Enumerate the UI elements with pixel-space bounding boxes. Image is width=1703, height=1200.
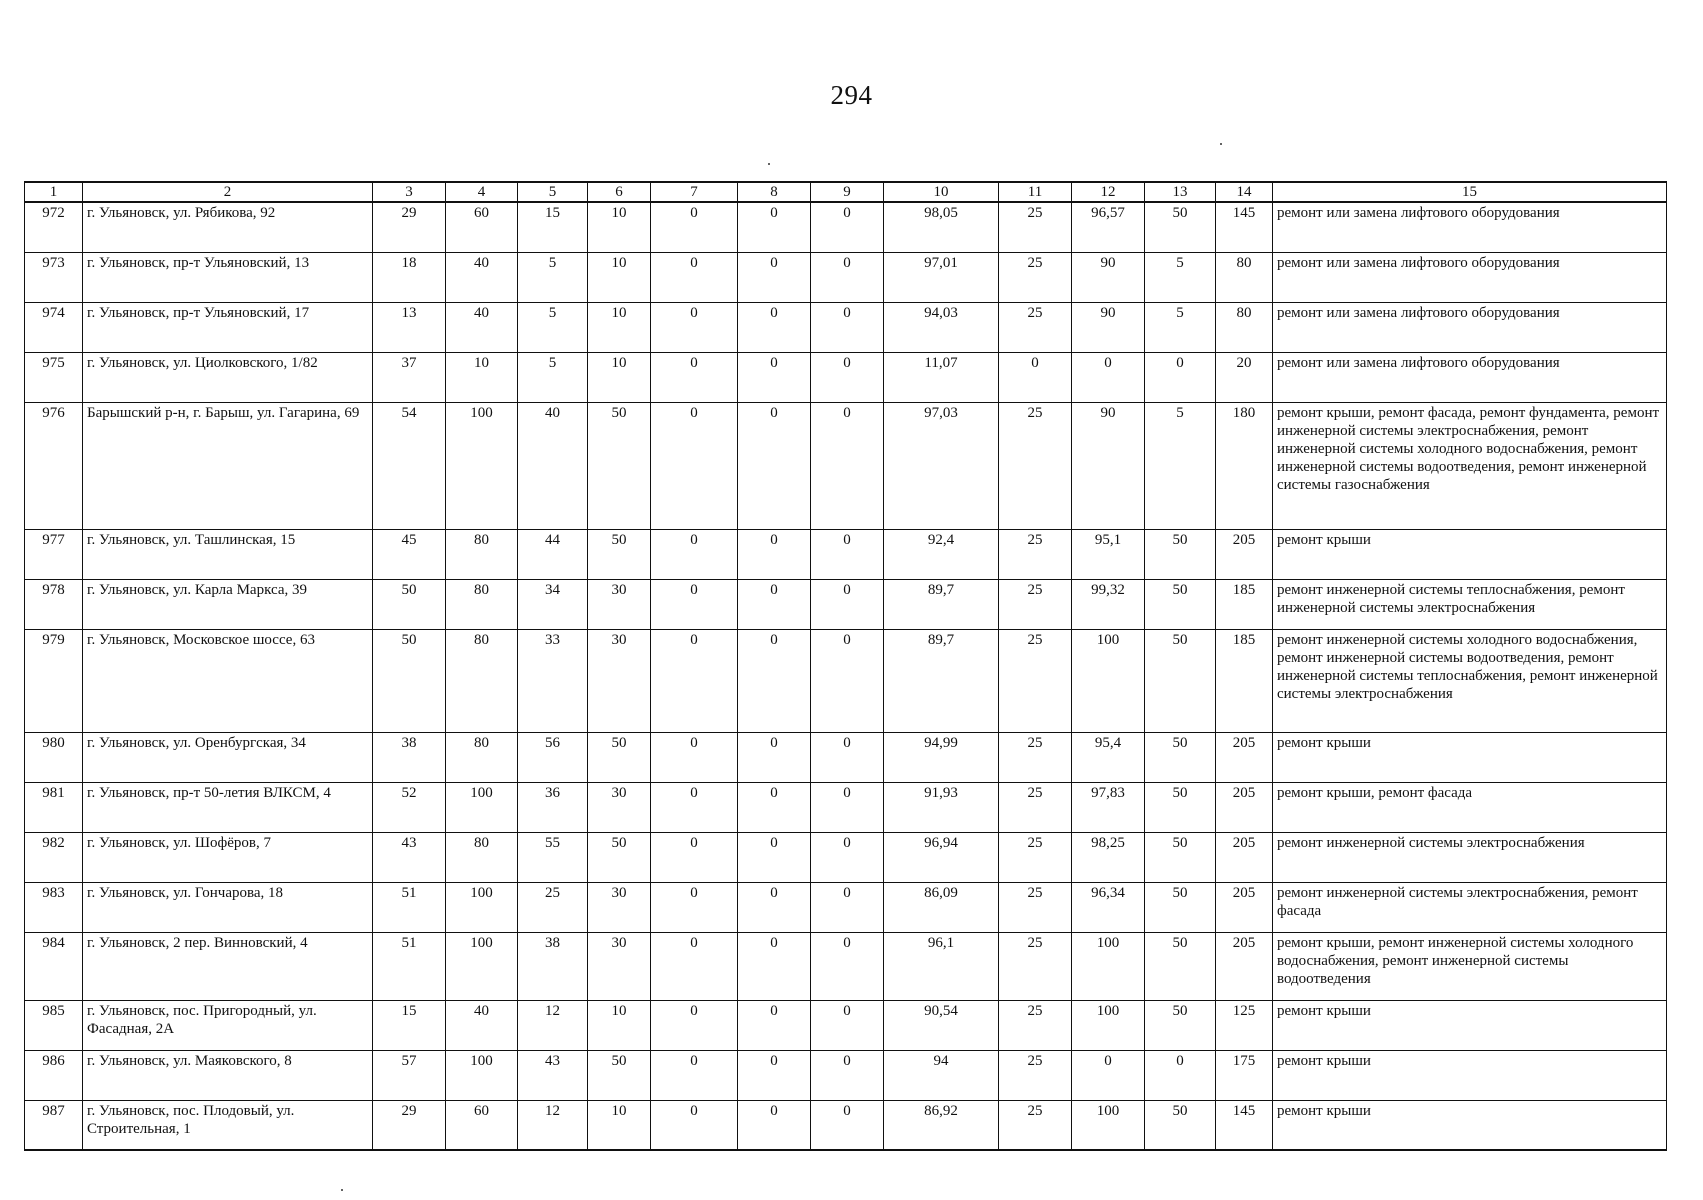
col6-cell: 50 xyxy=(588,1050,651,1100)
works-cell: ремонт инженерной системы теплоснабжения, ремонт инженерной системы электроснабжения xyxy=(1273,579,1667,629)
col6-cell: 30 xyxy=(588,882,651,932)
table-row xyxy=(25,352,1667,402)
col14-cell: 145 xyxy=(1216,1100,1273,1150)
col10-cell: 98,05 xyxy=(884,202,999,252)
works-cell: ремонт или замена лифтового оборудования xyxy=(1273,302,1667,352)
col9-cell: 0 xyxy=(811,1100,884,1150)
col10-cell: 94 xyxy=(884,1050,999,1100)
works-cell: ремонт крыши, ремонт фасада xyxy=(1273,782,1667,832)
col12-cell: 100 xyxy=(1072,1000,1145,1050)
col13-cell: 50 xyxy=(1145,1100,1216,1150)
table-row xyxy=(25,932,1667,1000)
address-cell: г. Ульяновск, ул. Циолковского, 1/82 xyxy=(83,352,373,402)
address-cell: г. Ульяновск, пр-т 50-летия ВЛКСМ, 4 xyxy=(83,782,373,832)
table-row xyxy=(25,1050,1667,1100)
col14-cell: 175 xyxy=(1216,1050,1273,1100)
col12-cell: 98,25 xyxy=(1072,832,1145,882)
column-header-6: 6 xyxy=(588,182,651,202)
col3-cell: 51 xyxy=(373,932,446,1000)
works-cell: ремонт или замена лифтового оборудования xyxy=(1273,202,1667,252)
address-cell: г. Ульяновск, Московское шоссе, 63 xyxy=(83,629,373,732)
col4-cell: 40 xyxy=(446,252,518,302)
col7-cell: 0 xyxy=(651,402,738,529)
col6-cell: 50 xyxy=(588,402,651,529)
table-row xyxy=(25,882,1667,932)
col4-cell: 100 xyxy=(446,1050,518,1100)
col9-cell: 0 xyxy=(811,252,884,302)
col3-cell: 43 xyxy=(373,832,446,882)
col7-cell: 0 xyxy=(651,529,738,579)
col3-cell: 29 xyxy=(373,202,446,252)
repair-program-table xyxy=(24,181,1667,1151)
col12-cell: 0 xyxy=(1072,352,1145,402)
col11-cell: 25 xyxy=(999,529,1072,579)
col7-cell: 0 xyxy=(651,782,738,832)
works-cell: ремонт крыши, ремонт инженерной системы холодного водоснабжения, ремонт инженерной системы водоотведения xyxy=(1273,932,1667,1000)
table-body xyxy=(25,202,1667,1150)
col14-cell: 80 xyxy=(1216,252,1273,302)
col3-cell: 37 xyxy=(373,352,446,402)
col3-cell: 57 xyxy=(373,1050,446,1100)
col14-cell: 125 xyxy=(1216,1000,1273,1050)
col13-cell: 50 xyxy=(1145,832,1216,882)
col9-cell: 0 xyxy=(811,529,884,579)
col9-cell: 0 xyxy=(811,402,884,529)
col14-cell: 205 xyxy=(1216,832,1273,882)
col8-cell: 0 xyxy=(738,832,811,882)
col10-cell: 91,93 xyxy=(884,782,999,832)
address-cell: г. Ульяновск, ул. Ташлинская, 15 xyxy=(83,529,373,579)
col6-cell: 10 xyxy=(588,1100,651,1150)
col12-cell: 90 xyxy=(1072,302,1145,352)
col8-cell: 0 xyxy=(738,529,811,579)
col3-cell: 38 xyxy=(373,732,446,782)
address-cell: г. Ульяновск, пр-т Ульяновский, 17 xyxy=(83,302,373,352)
col14-cell: 205 xyxy=(1216,932,1273,1000)
col6-cell: 30 xyxy=(588,932,651,1000)
scan-speck xyxy=(1220,143,1222,145)
col8-cell: 0 xyxy=(738,402,811,529)
col8-cell: 0 xyxy=(738,882,811,932)
col9-cell: 0 xyxy=(811,352,884,402)
col14-cell: 80 xyxy=(1216,302,1273,352)
column-header-2: 2 xyxy=(83,182,373,202)
col6-cell: 50 xyxy=(588,832,651,882)
table-row xyxy=(25,579,1667,629)
col4-cell: 100 xyxy=(446,782,518,832)
row-number: 981 xyxy=(25,782,83,832)
col3-cell: 50 xyxy=(373,629,446,732)
works-cell: ремонт крыши xyxy=(1273,1050,1667,1100)
col12-cell: 95,1 xyxy=(1072,529,1145,579)
col12-cell: 90 xyxy=(1072,252,1145,302)
col6-cell: 30 xyxy=(588,629,651,732)
col14-cell: 145 xyxy=(1216,202,1273,252)
col4-cell: 80 xyxy=(446,579,518,629)
col12-cell: 90 xyxy=(1072,402,1145,529)
col5-cell: 38 xyxy=(518,932,588,1000)
col7-cell: 0 xyxy=(651,1050,738,1100)
col11-cell: 25 xyxy=(999,1000,1072,1050)
col11-cell: 25 xyxy=(999,832,1072,882)
table-row xyxy=(25,252,1667,302)
col11-cell: 25 xyxy=(999,202,1072,252)
col13-cell: 50 xyxy=(1145,882,1216,932)
col14-cell: 185 xyxy=(1216,629,1273,732)
table-row xyxy=(25,1000,1667,1050)
address-cell: г. Ульяновск, ул. Оренбургская, 34 xyxy=(83,732,373,782)
table-row xyxy=(25,402,1667,529)
col5-cell: 34 xyxy=(518,579,588,629)
col3-cell: 50 xyxy=(373,579,446,629)
col11-cell: 25 xyxy=(999,402,1072,529)
col12-cell: 100 xyxy=(1072,629,1145,732)
row-number: 986 xyxy=(25,1050,83,1100)
col11-cell: 25 xyxy=(999,629,1072,732)
col10-cell: 86,92 xyxy=(884,1100,999,1150)
col12-cell: 0 xyxy=(1072,1050,1145,1100)
col6-cell: 10 xyxy=(588,1000,651,1050)
col14-cell: 205 xyxy=(1216,529,1273,579)
column-header-5: 5 xyxy=(518,182,588,202)
col10-cell: 97,03 xyxy=(884,402,999,529)
col8-cell: 0 xyxy=(738,1100,811,1150)
column-header-11: 11 xyxy=(999,182,1072,202)
col11-cell: 25 xyxy=(999,882,1072,932)
col11-cell: 25 xyxy=(999,932,1072,1000)
col13-cell: 0 xyxy=(1145,352,1216,402)
col7-cell: 0 xyxy=(651,882,738,932)
works-cell: ремонт или замена лифтового оборудования xyxy=(1273,252,1667,302)
row-number: 973 xyxy=(25,252,83,302)
col12-cell: 96,57 xyxy=(1072,202,1145,252)
col8-cell: 0 xyxy=(738,732,811,782)
col14-cell: 205 xyxy=(1216,782,1273,832)
scan-speck xyxy=(768,163,770,165)
address-cell: г. Ульяновск, пос. Плодовый, ул. Строительная, 1 xyxy=(83,1100,373,1150)
col4-cell: 100 xyxy=(446,402,518,529)
col5-cell: 40 xyxy=(518,402,588,529)
row-number: 976 xyxy=(25,402,83,529)
page-number: 294 xyxy=(830,80,873,110)
col11-cell: 25 xyxy=(999,302,1072,352)
works-cell: ремонт крыши xyxy=(1273,732,1667,782)
works-cell: ремонт инженерной системы холодного водоснабжения, ремонт инженерной системы водоотведения, ремонт инженерной системы теплоснабжения, ремонт инженерной системы электроснабжения xyxy=(1273,629,1667,732)
col8-cell: 0 xyxy=(738,202,811,252)
col14-cell: 185 xyxy=(1216,579,1273,629)
works-cell: ремонт крыши xyxy=(1273,529,1667,579)
col6-cell: 10 xyxy=(588,202,651,252)
col9-cell: 0 xyxy=(811,732,884,782)
col5-cell: 12 xyxy=(518,1100,588,1150)
col4-cell: 60 xyxy=(446,1100,518,1150)
col13-cell: 50 xyxy=(1145,932,1216,1000)
col8-cell: 0 xyxy=(738,1050,811,1100)
row-number: 972 xyxy=(25,202,83,252)
col8-cell: 0 xyxy=(738,932,811,1000)
row-number: 975 xyxy=(25,352,83,402)
address-cell: г. Ульяновск, пос. Пригородный, ул. Фасадная, 2А xyxy=(83,1000,373,1050)
col11-cell: 25 xyxy=(999,782,1072,832)
table-row xyxy=(25,529,1667,579)
col4-cell: 80 xyxy=(446,529,518,579)
col7-cell: 0 xyxy=(651,302,738,352)
col6-cell: 10 xyxy=(588,352,651,402)
table-row xyxy=(25,629,1667,732)
address-cell: г. Ульяновск, ул. Рябикова, 92 xyxy=(83,202,373,252)
column-header-14: 14 xyxy=(1216,182,1273,202)
row-number: 983 xyxy=(25,882,83,932)
col4-cell: 10 xyxy=(446,352,518,402)
col7-cell: 0 xyxy=(651,832,738,882)
column-number-row xyxy=(25,182,1667,202)
column-header-3: 3 xyxy=(373,182,446,202)
col4-cell: 100 xyxy=(446,882,518,932)
col14-cell: 180 xyxy=(1216,402,1273,529)
col3-cell: 51 xyxy=(373,882,446,932)
col13-cell: 5 xyxy=(1145,252,1216,302)
col11-cell: 25 xyxy=(999,579,1072,629)
col12-cell: 96,34 xyxy=(1072,882,1145,932)
col6-cell: 30 xyxy=(588,782,651,832)
col13-cell: 50 xyxy=(1145,579,1216,629)
col8-cell: 0 xyxy=(738,782,811,832)
col12-cell: 100 xyxy=(1072,1100,1145,1150)
address-cell: г. Ульяновск, ул. Гончарова, 18 xyxy=(83,882,373,932)
col8-cell: 0 xyxy=(738,252,811,302)
col3-cell: 13 xyxy=(373,302,446,352)
col9-cell: 0 xyxy=(811,579,884,629)
row-number: 977 xyxy=(25,529,83,579)
col14-cell: 20 xyxy=(1216,352,1273,402)
column-header-7: 7 xyxy=(651,182,738,202)
col13-cell: 50 xyxy=(1145,1000,1216,1050)
column-header-9: 9 xyxy=(811,182,884,202)
col9-cell: 0 xyxy=(811,932,884,1000)
table-row xyxy=(25,832,1667,882)
col12-cell: 95,4 xyxy=(1072,732,1145,782)
col9-cell: 0 xyxy=(811,832,884,882)
col10-cell: 89,7 xyxy=(884,629,999,732)
col7-cell: 0 xyxy=(651,252,738,302)
col3-cell: 54 xyxy=(373,402,446,529)
column-header-15: 15 xyxy=(1273,182,1667,202)
col3-cell: 45 xyxy=(373,529,446,579)
col4-cell: 80 xyxy=(446,732,518,782)
col10-cell: 96,94 xyxy=(884,832,999,882)
address-cell: г. Ульяновск, пр-т Ульяновский, 13 xyxy=(83,252,373,302)
col11-cell: 25 xyxy=(999,1100,1072,1150)
col5-cell: 5 xyxy=(518,352,588,402)
works-cell: ремонт или замена лифтового оборудования xyxy=(1273,352,1667,402)
col13-cell: 50 xyxy=(1145,732,1216,782)
col6-cell: 50 xyxy=(588,529,651,579)
col14-cell: 205 xyxy=(1216,882,1273,932)
col13-cell: 50 xyxy=(1145,202,1216,252)
col8-cell: 0 xyxy=(738,302,811,352)
col4-cell: 80 xyxy=(446,629,518,732)
col6-cell: 50 xyxy=(588,732,651,782)
col8-cell: 0 xyxy=(738,579,811,629)
col13-cell: 5 xyxy=(1145,402,1216,529)
col10-cell: 97,01 xyxy=(884,252,999,302)
col8-cell: 0 xyxy=(738,629,811,732)
column-header-13: 13 xyxy=(1145,182,1216,202)
col10-cell: 86,09 xyxy=(884,882,999,932)
table-row xyxy=(25,302,1667,352)
col13-cell: 5 xyxy=(1145,302,1216,352)
col9-cell: 0 xyxy=(811,302,884,352)
col10-cell: 94,03 xyxy=(884,302,999,352)
row-number: 979 xyxy=(25,629,83,732)
row-number: 982 xyxy=(25,832,83,882)
table-row xyxy=(25,202,1667,252)
row-number: 985 xyxy=(25,1000,83,1050)
scan-speck xyxy=(341,1189,343,1191)
col8-cell: 0 xyxy=(738,352,811,402)
works-cell: ремонт крыши xyxy=(1273,1000,1667,1050)
col4-cell: 60 xyxy=(446,202,518,252)
column-header-10: 10 xyxy=(884,182,999,202)
row-number: 978 xyxy=(25,579,83,629)
col6-cell: 30 xyxy=(588,579,651,629)
col9-cell: 0 xyxy=(811,782,884,832)
col6-cell: 10 xyxy=(588,252,651,302)
col9-cell: 0 xyxy=(811,202,884,252)
col4-cell: 40 xyxy=(446,1000,518,1050)
column-header-1: 1 xyxy=(25,182,83,202)
col7-cell: 0 xyxy=(651,629,738,732)
col9-cell: 0 xyxy=(811,1050,884,1100)
col10-cell: 11,07 xyxy=(884,352,999,402)
col5-cell: 25 xyxy=(518,882,588,932)
address-cell: г. Ульяновск, ул. Маяковского, 8 xyxy=(83,1050,373,1100)
col5-cell: 12 xyxy=(518,1000,588,1050)
col13-cell: 50 xyxy=(1145,529,1216,579)
col13-cell: 50 xyxy=(1145,782,1216,832)
address-cell: Барышский р-н, г. Барыш, ул. Гагарина, 69 xyxy=(83,402,373,529)
row-number: 974 xyxy=(25,302,83,352)
table-row xyxy=(25,1100,1667,1150)
col3-cell: 29 xyxy=(373,1100,446,1150)
column-header-4: 4 xyxy=(446,182,518,202)
col9-cell: 0 xyxy=(811,1000,884,1050)
col4-cell: 40 xyxy=(446,302,518,352)
col13-cell: 50 xyxy=(1145,629,1216,732)
col4-cell: 100 xyxy=(446,932,518,1000)
col5-cell: 15 xyxy=(518,202,588,252)
col7-cell: 0 xyxy=(651,1000,738,1050)
works-cell: ремонт инженерной системы электроснабжения, ремонт фасада xyxy=(1273,882,1667,932)
col9-cell: 0 xyxy=(811,882,884,932)
col5-cell: 5 xyxy=(518,302,588,352)
col5-cell: 55 xyxy=(518,832,588,882)
col7-cell: 0 xyxy=(651,732,738,782)
row-number: 987 xyxy=(25,1100,83,1150)
col5-cell: 56 xyxy=(518,732,588,782)
col7-cell: 0 xyxy=(651,1100,738,1150)
col3-cell: 52 xyxy=(373,782,446,832)
col11-cell: 0 xyxy=(999,352,1072,402)
col5-cell: 5 xyxy=(518,252,588,302)
col11-cell: 25 xyxy=(999,732,1072,782)
col10-cell: 92,4 xyxy=(884,529,999,579)
col10-cell: 89,7 xyxy=(884,579,999,629)
col5-cell: 33 xyxy=(518,629,588,732)
col3-cell: 18 xyxy=(373,252,446,302)
column-header-8: 8 xyxy=(738,182,811,202)
col12-cell: 100 xyxy=(1072,932,1145,1000)
col12-cell: 97,83 xyxy=(1072,782,1145,832)
col14-cell: 205 xyxy=(1216,732,1273,782)
address-cell: г. Ульяновск, ул. Карла Маркса, 39 xyxy=(83,579,373,629)
col7-cell: 0 xyxy=(651,202,738,252)
table-row xyxy=(25,782,1667,832)
column-header-12: 12 xyxy=(1072,182,1145,202)
col12-cell: 99,32 xyxy=(1072,579,1145,629)
row-number: 984 xyxy=(25,932,83,1000)
works-cell: ремонт крыши xyxy=(1273,1100,1667,1150)
col5-cell: 36 xyxy=(518,782,588,832)
col13-cell: 0 xyxy=(1145,1050,1216,1100)
col5-cell: 44 xyxy=(518,529,588,579)
col11-cell: 25 xyxy=(999,252,1072,302)
col7-cell: 0 xyxy=(651,579,738,629)
col7-cell: 0 xyxy=(651,932,738,1000)
col6-cell: 10 xyxy=(588,302,651,352)
row-number: 980 xyxy=(25,732,83,782)
table-row xyxy=(25,732,1667,782)
works-cell: ремонт инженерной системы электроснабжения xyxy=(1273,832,1667,882)
col11-cell: 25 xyxy=(999,1050,1072,1100)
col4-cell: 80 xyxy=(446,832,518,882)
col10-cell: 96,1 xyxy=(884,932,999,1000)
col9-cell: 0 xyxy=(811,629,884,732)
address-cell: г. Ульяновск, 2 пер. Винновский, 4 xyxy=(83,932,373,1000)
col5-cell: 43 xyxy=(518,1050,588,1100)
col10-cell: 94,99 xyxy=(884,732,999,782)
col8-cell: 0 xyxy=(738,1000,811,1050)
col7-cell: 0 xyxy=(651,352,738,402)
col3-cell: 15 xyxy=(373,1000,446,1050)
works-cell: ремонт крыши, ремонт фасада, ремонт фундамента, ремонт инженерной системы электроснабжения, ремонт инженерной системы холодного водоснабжения, ремонт инженерной системы водоотведения, ремонт инженерной системы газоснабжения xyxy=(1273,402,1667,529)
address-cell: г. Ульяновск, ул. Шофёров, 7 xyxy=(83,832,373,882)
col10-cell: 90,54 xyxy=(884,1000,999,1050)
